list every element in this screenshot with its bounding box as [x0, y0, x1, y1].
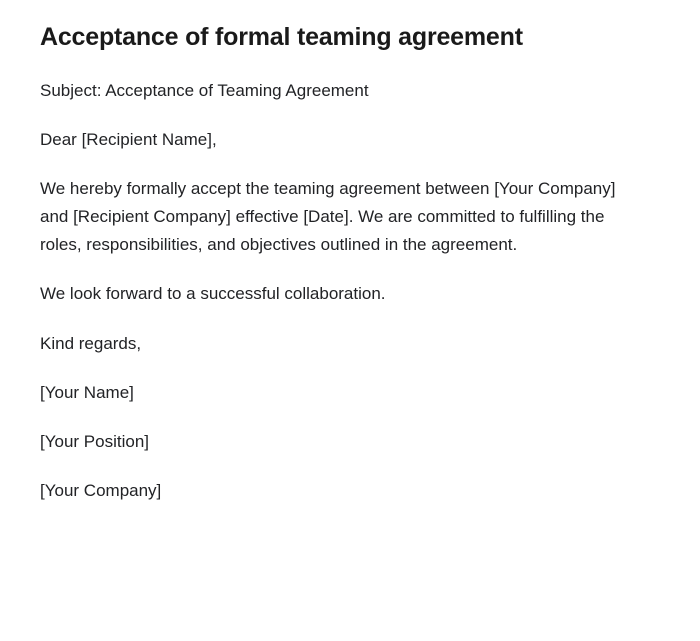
- page-title: Acceptance of formal teaming agreement: [40, 23, 523, 51]
- paragraph-acceptance-body: We hereby formally accept the teaming agreement between [Your Company] and [Recipient Company] effective [Date]. We are committed to fulfilling the roles, responsibilities, and objectives outlined in the agreement.: [40, 179, 616, 255]
- paragraph-sender-company: [Your Company]: [40, 480, 162, 500]
- paragraph-sign-off: Kind regards,: [40, 333, 142, 353]
- paragraph-closing-statement: We look forward to a successful collaboration.: [40, 284, 386, 304]
- paragraph-sender-name: [Your Name]: [40, 382, 134, 402]
- paragraph-subject: Subject: Acceptance of Teaming Agreement: [40, 81, 369, 101]
- paragraph-salutation: Dear [Recipient Name],: [40, 130, 217, 150]
- paragraph-sender-position: [Your Position]: [40, 431, 149, 451]
